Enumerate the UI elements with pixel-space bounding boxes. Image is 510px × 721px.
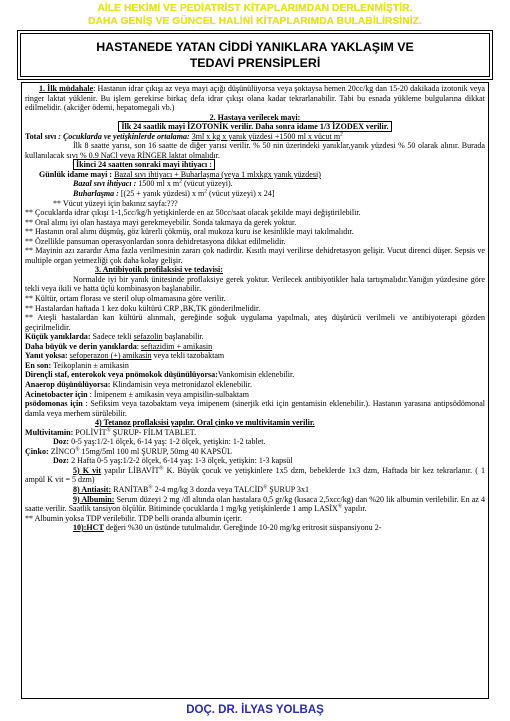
section-9: [25, 495, 485, 514]
last-resort-label: En son:: [25, 360, 52, 370]
small-burn-label: Küçük yanıklarda:: [25, 332, 91, 342]
multivitamin-text: POLİVİT: [73, 427, 107, 437]
body-surface-note: ** Vücut yüzeyi için bakınız sayfa:???: [53, 198, 178, 208]
section-3-note-3: ** Ateşli hastalardan kan kültürü alınmalı, gereğinde soğuk uygulama yapılmalı, ateş düşürücü verilmeli ve antibiyoterapi gözden geçirilmelidir.: [25, 313, 485, 332]
zinc-dose-line: [25, 456, 485, 466]
multivitamin-dose: 0-5 yaş:1/2-1 ölçek, 6-14 yaş: 1-2 ölçek, yetişkin: 1-2 tablet.: [69, 437, 266, 447]
section-9-heading: 9) Albumin:: [73, 494, 115, 504]
no-response-line: [25, 351, 485, 361]
section-3-p1-text: Normalde iyi bir yanık ünitesinde proflaksiye gerek yoktur. Verilecek antibiyotikler hala tartışmalıdır.Yanığın yüzdesine göre tekli veya ikili ve hatta üçlü kombinasyon başlanabilir.: [25, 274, 485, 294]
section-2-note-5: ** Mayinin azı zarardır Ama fazla verilmesinin zararı çok nadirdir. Kısıtlı mayi verilirse dehidretasyon gelişir. Vucut direnci düşer. Sepsis ve multiple organ yetmezliği çok daha kolay gelişir.: [25, 246, 485, 265]
author-footer: DOÇ. DR. İLYAS YOLBAŞ: [186, 704, 324, 716]
reg-mark: ®: [159, 465, 164, 472]
reg-mark: ®: [263, 484, 268, 491]
zinc-dose-label: Doz:: [53, 456, 70, 466]
section-2-p1: [25, 141, 485, 160]
basal-sup: 2: [179, 178, 182, 185]
section-3-heading-line: [25, 265, 485, 275]
section-2-heading: 2. Hastaya verilecek mayi:: [209, 112, 301, 122]
section-2-note-2: ** Oral alımı iyi olan hastaya mayi gerekmeyebilir. Sonda takmaya da gerek yoktur.: [25, 217, 297, 227]
deep-burn-line: [25, 342, 485, 352]
basal-text: 1500 ml x m: [138, 179, 180, 189]
acinetobacter-line: [25, 390, 485, 400]
section-3-heading: 3. Antibiyotik profilaksisi ve tedavisi:: [95, 265, 223, 275]
reg-mark: ®: [75, 446, 80, 453]
zinc-dose: 2 Hafta 0-5 yaş:1/2-2 ölçek, 6-14 yaş: 1-3 ölçek, yetişkin: 1-3 kapsül: [69, 456, 293, 466]
section-3-note-1: ** Kültür, ortam florası ve steril olup olmamasına göre verilir.: [25, 294, 226, 304]
page-title: [20, 33, 490, 77]
section-9-note: ** Albumin yoksa TDP verilebilir. TDP belli oranda albumin içerir.: [25, 513, 243, 523]
banner-line-1: AİLE HEKİMİ VE PEDİATRİST KİTAPLARIMDAN DERLENMİŞTİR.: [97, 3, 413, 14]
zinc-text: ZİNCO: [48, 446, 76, 456]
zinc-line: [25, 447, 485, 457]
evap-line: [25, 189, 485, 199]
section-1-heading: 1. İlk müdahale: [39, 84, 94, 93]
evap-sup: 2: [204, 188, 208, 195]
total-fluid-desc: : Çocuklarda ve yetişkinlerde ortalama:: [58, 131, 190, 141]
multivitamin-dose-label: Doz:: [53, 437, 70, 447]
total-fluid-line: [25, 132, 485, 142]
section-2-p1-text: İlk 8 saatte yarısı, son 16 saatte de diğer yarısı verilir. % 50 nin üzerindeki yanıklar,yanık yüzdesi % 50 olarak alınır. Burada kullanılacak sıvı % 0.9 NaCl veya RİNGER laktat olmalıdır.: [25, 141, 485, 160]
title-line-1: HASTANEDE YATAN CİDDİ YANIKLARA YAKLAŞIM VE: [96, 40, 414, 54]
no-response-after: veya tekli tazobaktam: [151, 351, 225, 361]
sup-2: 2: [340, 131, 343, 138]
section-3-p1: [25, 275, 485, 294]
deep-burn-label: Daha büyük ve derin yanıklarda: [25, 341, 137, 351]
banner-line-2: DAHA GENİŞ VE GÜNCEL HALİNİ KİTAPLARIMDA BULABİLİRSİNİZ.: [88, 16, 422, 27]
section-10-heading: 10):HCT: [73, 523, 104, 533]
multivitamin-label: Multivitamin:: [25, 427, 74, 437]
deep-burn-drug: seftazidim + amikasin: [141, 341, 213, 351]
first-24h-line: [25, 122, 485, 132]
daily-text: Bazal sıvı ihtiyacı + Buharlaşma (veya 1 mlxkgx yanık yüzdesi): [114, 169, 321, 179]
last-resort-line: [25, 361, 485, 371]
daily-label: Günlük idame mayi :: [39, 169, 113, 179]
section-10-text: değeri %30 un üstünde tutulmalıdır. Gereğinde 10-20 mg/kg eritrosit süspansiyonu 2-: [103, 523, 382, 533]
section-3-note-2: ** Hastalardan haftada 1 kez doku kültürü CRP ,BK,TK gönderilmelidir.: [25, 303, 261, 313]
section-5-text: yapılır LİBAVİT: [101, 465, 160, 475]
resistant-label: Dirençli staf, enterokok veya pnömokok düşünülüyorsa:: [25, 370, 218, 380]
anaerobe-label: Anaerop düşünülüyorsa:: [25, 379, 111, 389]
anaerobe-text: Klindamisin veya metronidazol eklenebilir.: [110, 379, 252, 389]
section-1-text: : Hastanın idrar çıkışı az veya mayi açığı düşünülüyorsa veya şoktaysa hemen 20cc/kg dan 15-20 dakikada izotonik veya ringer laktat yüklenir. Bu işlem gerekirse birkaç defa idrar çıkışı olana kadar tekrarlanabilir. Tabi bu esnada yükleme bulgularına dikkat edilmelidir. (akciğer ödemi, hepatomegali vb.): [25, 84, 486, 113]
acinetobacter-label: Acinetobacter için: [25, 389, 88, 399]
zinc-after: 15mg/5ml 100 ml ŞURUP, 50mg 40 KAPSÜL: [79, 446, 232, 456]
small-burn-line: [25, 332, 485, 342]
section-5: [25, 466, 485, 485]
basal-label: Bazal sıvı ihtiyacı :: [73, 179, 137, 189]
section-2-note-3: ** Hastanın oral alımı düşmüş, göz kürerli çökmüş, oral mukoza kuru ise kesinlikle mayi takılmalıdır.: [25, 227, 354, 237]
multivitamin-line: [25, 428, 485, 438]
section-8-heading: 8) Antiasit:: [73, 484, 112, 494]
reg-mark: ®: [148, 484, 153, 491]
top-banner: [0, 2, 510, 28]
pseudomonas-line: [25, 399, 485, 418]
reg-mark: ®: [106, 427, 111, 434]
total-fluid-label: Total sıvı: [25, 131, 57, 141]
zinc-label: Çinko:: [25, 446, 49, 456]
second-24h-line: [25, 160, 485, 170]
section-2-note-4: ** Özellikle pansuman operasyonlardan sonra dehidretasyona dikkat edilmelidir.: [25, 236, 286, 246]
section-4-heading-line: [25, 418, 485, 428]
reg-mark: ®: [337, 503, 343, 510]
deep-burn-text: :: [136, 341, 142, 351]
last-resort-text: Teikoplanin ± amikasin: [51, 360, 129, 370]
section-8: [25, 485, 485, 495]
evap-text: [(25 + yanık yüzdesi) x m: [120, 189, 205, 199]
small-burn-after: başlanabilir.: [162, 332, 204, 342]
anaerobe-line: [25, 380, 485, 390]
resistant-text: Vankomisin eklenebilir.: [217, 370, 295, 380]
section-5-text-2: K. Büyük çocuk ve yetişkinlere 1x5 dzm, bebeklerde 1x3 dzm, Haftada bir kez tekrarlanır. ( 1 ampül K vit = 5 dzm): [25, 465, 485, 485]
multivitamin-dose-line: [25, 437, 485, 447]
multivitamin-after: ŞURUP- FİLM TABLET.: [110, 427, 197, 437]
section-5-heading: 5) K vit: [73, 465, 102, 475]
evap-label: Buharlaşma :: [73, 189, 119, 199]
small-burn-text: Sadece tekli: [90, 332, 134, 342]
total-fluid-formula: 3ml x kg x yanık yüzdesi +1500 ml x vücut m: [191, 131, 341, 141]
first-24h-text: İlk 24 saatlik mayi İZOTONİK verilir. Daha sonra idame 1/3 İZODEX verilir.: [118, 121, 391, 132]
section-4-heading: 4) Tetanoz proflaksisi yapılır. Oral çinko ve multivitamin verilir.: [95, 418, 315, 428]
second-24h-text: İkinci 24 saatten sonraki mayi ihtiyacı :: [73, 159, 215, 170]
resistant-line: [25, 370, 485, 380]
no-response-label: Yanıt yoksa:: [25, 351, 68, 361]
section-2-note-1: ** Çocuklarda idrar çıkışı 1-1,5cc/kg/h yetişkinlerde en az 50cc/saat olacak şekilde mayi değiştirilebilir.: [25, 208, 361, 218]
section-8-text-2: 2-4 mg/kg 3 dozda veya TALCİD: [152, 484, 264, 494]
section-1: [25, 84, 485, 113]
basal-after: (vücut yüzeyi).: [181, 179, 233, 189]
no-response-drug: sefoperazon (+) amikasin: [69, 351, 152, 361]
basal-line: [25, 179, 485, 189]
small-burn-drug: sefazolin: [133, 332, 163, 342]
pseudomonas-label: psödomonas için: [25, 399, 83, 409]
content-box: [21, 82, 489, 699]
title-line-2: TEDAVİ PRENSİPLERİ: [189, 56, 321, 70]
section-8-text-3: ŞURUP 3x1: [267, 484, 309, 494]
section-8-text: RANİTAB: [111, 484, 149, 494]
acinetobacter-text: : İmipenem ± amikasin veya ampisilin-sulbaktam: [87, 389, 249, 399]
section-10: [25, 523, 485, 533]
evap-after: (vücut yüzeyi) x 24]: [207, 189, 275, 199]
section-9-text-2: yapılır.: [342, 504, 367, 514]
pseudomonas-text: : Sefiksim veya tazobaktam veya imipenem (sinerjik etki için gentamisin eklenebilir.). Hastanın yarasına antipsödömonal damla veya merhem sürülebilir.: [25, 399, 485, 418]
section-9-text: Serum düzeyi 2 mg /dl altında olan hastalara 0,5 gr/kg (kısaca 2,5xcc/kg) dan %20 lik albumin verilebilir. En az 4 saatte verilir. Saatlik tansiyon ölçülür. Bitiminde çocuklarda 1 mg/kg yetişkinlerde 1 amp LASİX: [25, 494, 485, 514]
